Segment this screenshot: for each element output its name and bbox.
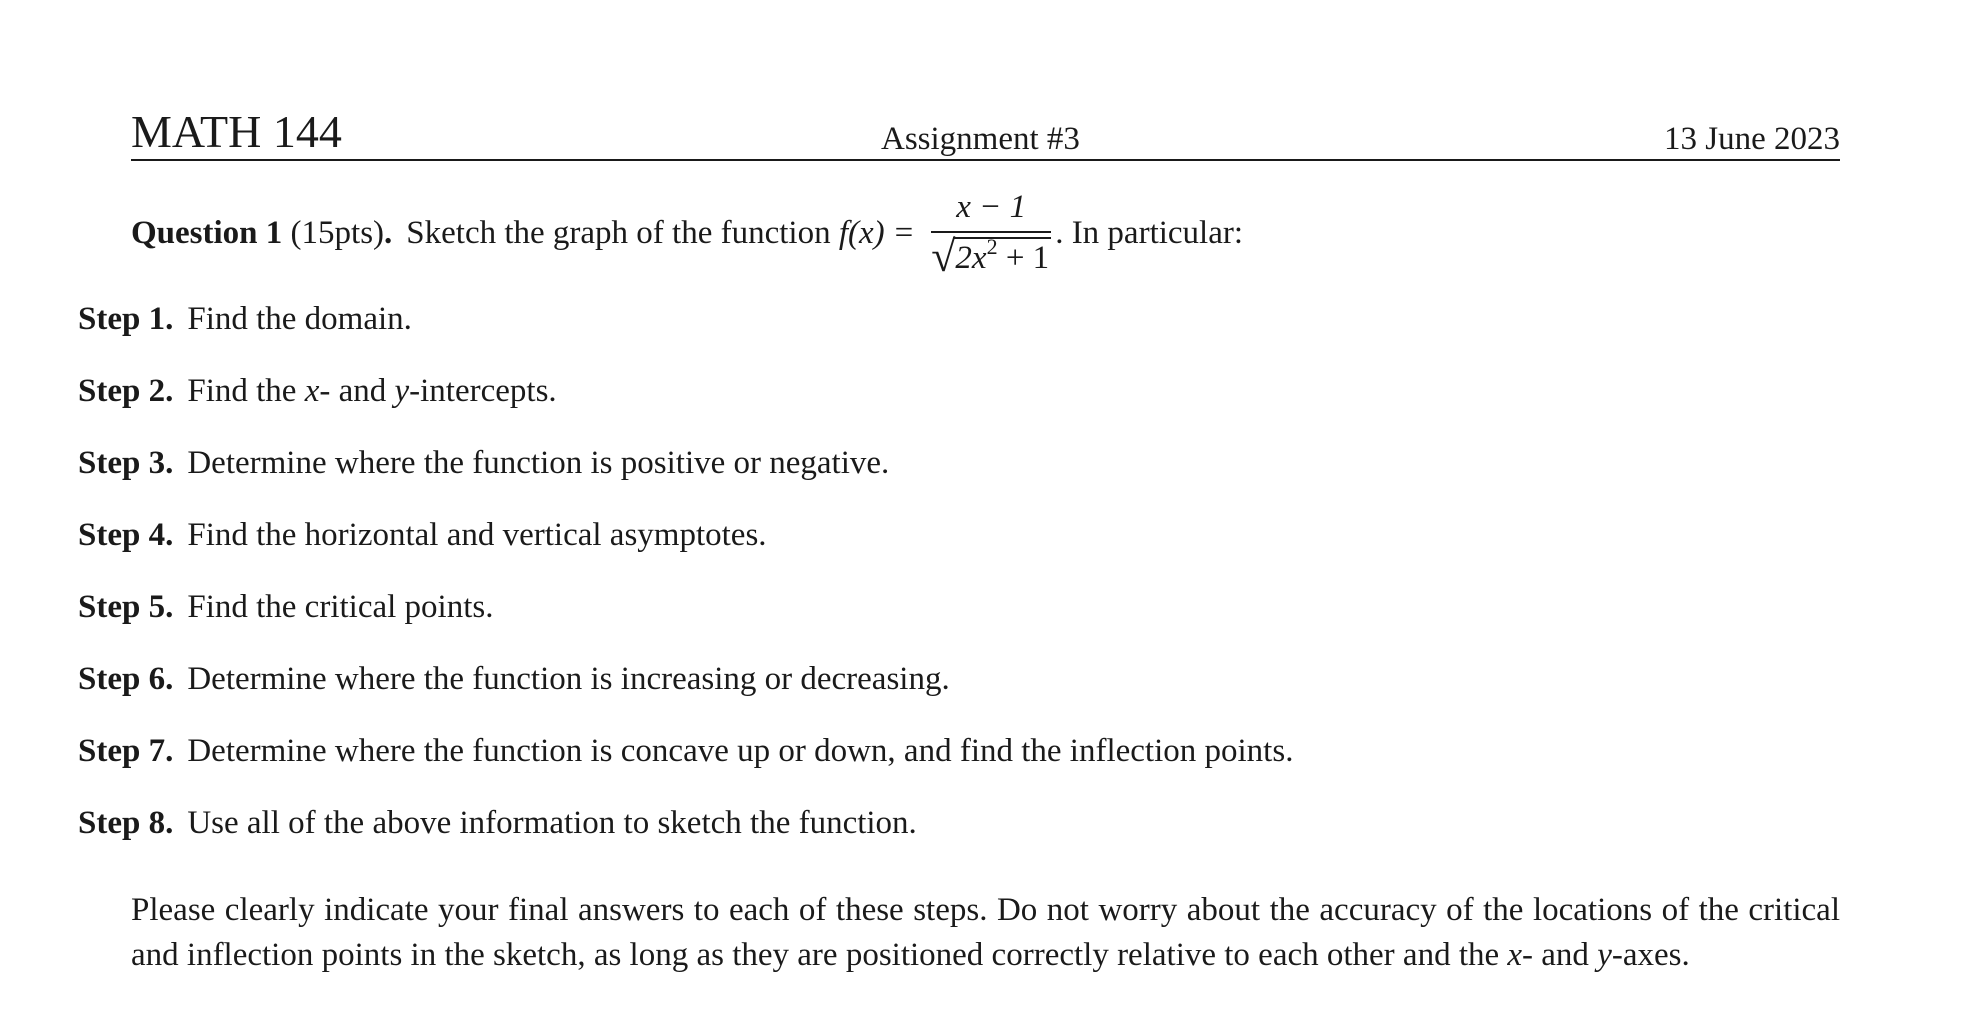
step-item bbox=[78, 800, 1293, 872]
radicand bbox=[953, 234, 1051, 277]
step-item bbox=[78, 656, 1293, 728]
math-var-y: y bbox=[1597, 937, 1612, 973]
instructions-note bbox=[131, 888, 1840, 978]
step-text: Determine where the function is concave up or down, and find the inflection points. bbox=[187, 733, 1294, 769]
step-label: Step 1. bbox=[78, 301, 174, 337]
function-fraction bbox=[931, 189, 1051, 281]
fraction-denominator bbox=[931, 231, 1051, 281]
denominator-exponent: 2 bbox=[986, 234, 998, 259]
step-label: Step 5. bbox=[78, 589, 174, 625]
math-var-x: x bbox=[1507, 937, 1523, 973]
fraction-numerator: x − 1 bbox=[956, 189, 1027, 225]
step-item bbox=[78, 728, 1293, 800]
assignment-title: Assignment #3 bbox=[881, 121, 1080, 157]
step-text: -intercepts. bbox=[409, 373, 557, 409]
question-points: (15pts) bbox=[290, 214, 385, 251]
step-label: Step 8. bbox=[78, 805, 174, 841]
step-label: Step 2. bbox=[78, 373, 174, 409]
step-text: Find the horizontal and vertical asymptotes. bbox=[187, 517, 767, 553]
note-text: -axes. bbox=[1611, 937, 1690, 973]
step-label: Step 3. bbox=[78, 445, 174, 481]
step-item bbox=[78, 512, 1293, 584]
step-text: Determine where the function is positive or negative. bbox=[187, 445, 890, 481]
equals-sign: = bbox=[894, 214, 914, 251]
step-item bbox=[78, 440, 1293, 512]
note-text: - and bbox=[1522, 937, 1598, 973]
math-var-y: y bbox=[394, 373, 410, 409]
square-root-sign: √ bbox=[931, 232, 956, 281]
step-text: Find the domain. bbox=[187, 301, 412, 337]
page-header bbox=[131, 105, 1840, 161]
step-label: Step 7. bbox=[78, 733, 174, 769]
step-text: Determine where the function is increasing or decreasing. bbox=[187, 661, 950, 697]
math-var-x: x bbox=[304, 373, 320, 409]
question-label: Question 1 bbox=[131, 214, 283, 251]
question-statement bbox=[131, 178, 1243, 288]
note-text: Please clearly indicate your final answers to each of these steps. Do not worry about the accuracy of the locations of the critical and inflection points in the sketch, as long as they are positioned correctly relative to each other and the bbox=[131, 892, 1840, 973]
denominator-tail: + 1 bbox=[1005, 240, 1050, 276]
question-trail-text: . In particular: bbox=[1055, 214, 1244, 251]
step-item bbox=[78, 296, 1293, 368]
step-label: Step 6. bbox=[78, 661, 174, 697]
step-text: Find the critical points. bbox=[187, 589, 494, 625]
function-name: f(x) bbox=[838, 214, 885, 251]
assignment-date: 13 June 2023 bbox=[1664, 121, 1840, 157]
step-text: Find the bbox=[187, 373, 305, 409]
step-label: Step 4. bbox=[78, 517, 174, 553]
question-label-dot: . bbox=[384, 214, 393, 251]
question-lead-text: Sketch the graph of the function bbox=[406, 214, 831, 251]
step-text: Use all of the above information to sketch the function. bbox=[187, 805, 917, 841]
steps-list bbox=[78, 296, 1293, 872]
step-item bbox=[78, 584, 1293, 656]
course-title: MATH 144 bbox=[131, 106, 342, 157]
step-text: - and bbox=[319, 373, 395, 409]
denominator-base: 2x bbox=[955, 240, 987, 276]
step-item bbox=[78, 368, 1293, 440]
